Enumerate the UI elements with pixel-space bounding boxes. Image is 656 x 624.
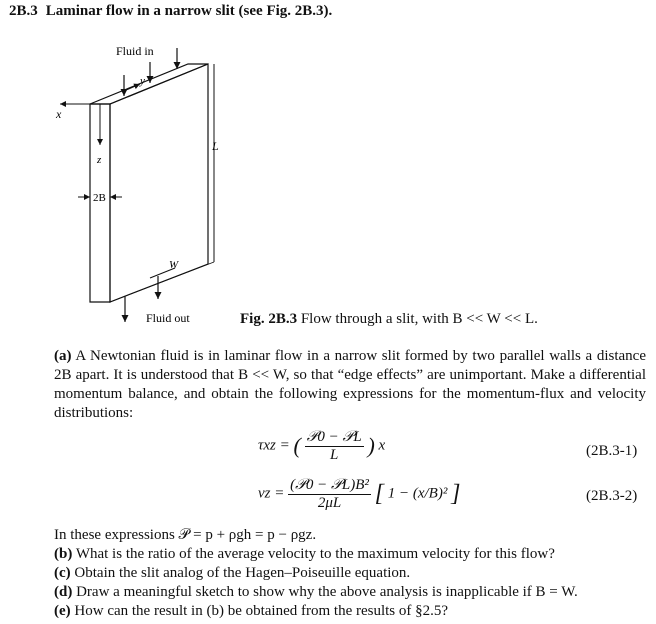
question-d-label: (d) <box>54 584 73 600</box>
equation-1-lhs: τxz = <box>258 437 290 454</box>
fluid-in-label: Fluid in <box>116 44 154 58</box>
equation-2-denominator: 2μL <box>317 495 342 511</box>
equation-1-numerator: 𝒫0 − 𝒫L <box>306 429 362 445</box>
question-c <box>54 564 646 583</box>
slab-side-face <box>110 64 208 302</box>
problem-title-text: Laminar flow in a narrow slit (see Fig. 2B.3). <box>45 3 333 19</box>
part-a-label: (a) <box>54 348 72 364</box>
question-d-text: Draw a meaningful sketch to show why the above analysis is inapplicable if B = W. <box>76 584 578 600</box>
equation-2-tail: 1 − (x/B)² <box>387 485 448 502</box>
x-axis-label: x <box>56 107 62 121</box>
caption-label: Fig. 2B.3 <box>240 311 298 327</box>
equation-2-numerator: (𝒫0 − 𝒫L)B² <box>290 477 369 493</box>
equation-2-number: (2B.3-2) <box>586 488 638 504</box>
figure-caption <box>240 311 538 328</box>
equation-1-tail: x <box>378 437 386 454</box>
fluid-out-label: Fluid out <box>146 311 190 325</box>
equation-2-fraction <box>288 476 371 512</box>
part-a-text: A Newtonian fluid is in laminar flow in a narrow slit formed by two parallel walls a distance 2B apart. It is understood that B << W, so that “edge effects” are unimportant. Make a differential momentum balance, and obtain the following expressions for the momentum-flux and velocity distributions: <box>54 348 646 421</box>
equation-1-fraction <box>305 428 364 464</box>
equation-1-denominator: L <box>329 447 339 463</box>
problem-title <box>9 3 332 20</box>
equation-2-lhs: vz = <box>258 485 285 502</box>
equation-1: τxz = ( $\frac{\text{𝒫0 − 𝒫L}}{L}$ ) x <box>258 429 386 463</box>
question-b-text: What is the ratio of the average velocity to the maximum velocity for this flow? <box>75 546 555 562</box>
slab-top-face <box>90 64 208 104</box>
question-d <box>54 583 646 602</box>
question-e-text: How can the result in (b) be obtained from the results of §2.5? <box>74 603 449 619</box>
length-label: L <box>212 139 219 153</box>
part-a <box>54 347 646 423</box>
gap-label: 2B <box>93 192 106 204</box>
slit-flow-figure <box>0 34 230 334</box>
equation-1-number: (2B.3-1) <box>586 443 638 459</box>
question-b-label: (b) <box>54 546 73 562</box>
question-b <box>54 545 646 564</box>
definition-note: In these expressions 𝒫 = p + ρgh = p − ρgz. <box>54 527 317 543</box>
y-axis-label: y <box>140 75 145 87</box>
problem-number: 2B.3 <box>9 3 38 19</box>
caption-text: Flow through a slit, with B << W << L. <box>300 311 538 327</box>
question-e-label: (e) <box>54 603 71 619</box>
width-label: W <box>169 259 179 271</box>
question-list <box>54 526 646 621</box>
question-c-label: (c) <box>54 565 71 581</box>
z-axis-label: z <box>97 154 102 166</box>
equation-2: vz = $\frac{\text{(𝒫0 − 𝒫L)B²}}{2\mu L}$ [ 1 − (x/B)² ] <box>258 477 461 511</box>
question-c-text: Obtain the slit analog of the Hagen–Poiseuille equation. <box>74 565 411 581</box>
slit-slab <box>90 64 208 302</box>
question-e <box>54 602 646 621</box>
